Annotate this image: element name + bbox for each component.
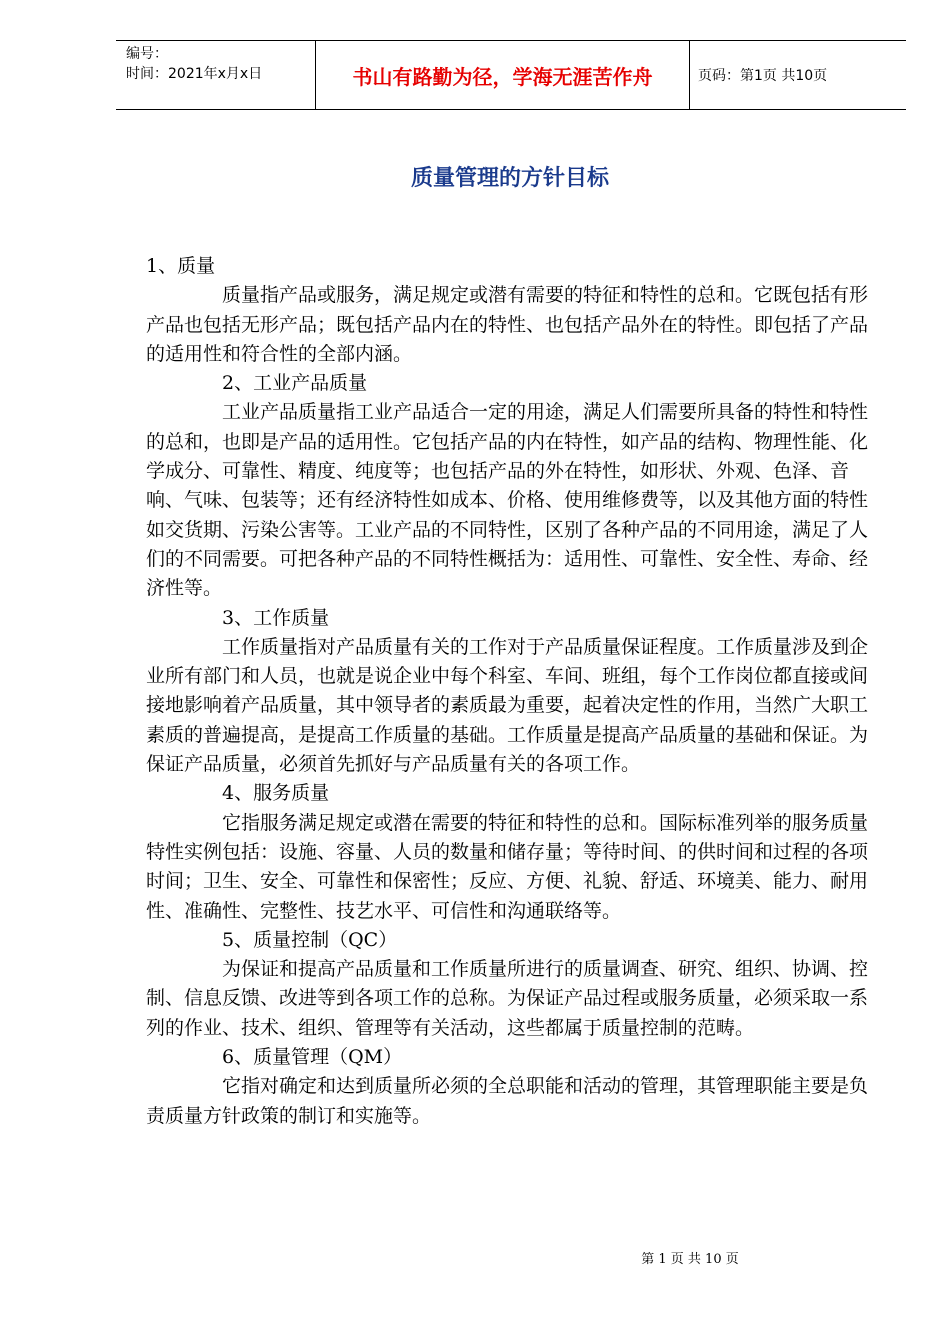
header-page-info: 页码：第1页 共10页 [698, 68, 828, 84]
time-label: 时间：2021年x月x日 [126, 66, 263, 82]
section-heading: 4、服务质量 [222, 782, 330, 805]
section-heading: 3、工作质量 [222, 606, 330, 629]
paragraph: 它指服务满足规定或潜在需要的特征和特性的总和。国际标准列举的服务质量特性实例包括：设施、容量、人员的数量和储存量；等待时间、的供时间和过程的各项时间；卫生、安全、可靠性和保密性；反应、方便、礼貌、舒适、环境美、能力、耐用性、准确性、完整性、技艺水平、可信性和沟通联络等。 [146, 811, 869, 922]
paragraph: 1、质量 [146, 255, 216, 277]
header-meta-cell [116, 41, 316, 109]
header-motto: 书山有路勤为径，学海无涯苦作舟 [316, 41, 690, 109]
paragraph: 工业产品质量指工业产品适合一定的用途，满足人们需要所具备的特性和特性的总和，也即是产品的适用性。它包括产品的内在特性，如产品的结构、物理性能、化学成分、可靠性、精度、纯度等；也包括产品的外在特性，如形状、外观、色泽、音响、气味、包装等；还有经济特性如成本、价格、使用维修费等，以及其他方面的特性如交货期、污染公害等。工业产品的不同特性，区别了各种产品的不同用途，满足了人们的不同需要。可把各种产品的不同特性概括为：适用性、可靠性、安全性、寿命、经济性等。 [146, 401, 869, 600]
number-label: 编号： [126, 46, 168, 62]
header-table [116, 40, 906, 110]
section-heading: 2、工业产品质量 [222, 372, 368, 395]
page-footer: 第 1 页 共 10 页 [641, 1252, 739, 1267]
paragraph: 质量指产品或服务，满足规定或潜有需要的特征和特性的总和。它既包括有形产品也包括无形产品；既包括产品内在的特性、也包括产品外在的特性。即包括了产品的适用性和符合性的全部内涵。 [146, 284, 869, 365]
section-heading: 6、质量管理（QM） [222, 1046, 403, 1069]
section-heading: 5、质量控制（QC） [222, 928, 398, 951]
paragraph: 工作质量指对产品质量有关的工作对于产品质量保证程度。工作质量涉及到企业所有部门和人员，也就是说企业中每个科室、车间、班组，每个工作岗位都直接或间接地影响着产品质量，其中领导者的素质最为重要，起着决定性的作用，当然广大职工素质的普遍提高，是提高工作质量的基础。工作质量是提高产品质量的基础和保证。为保证产品质量，必须首先抓好与产品质量有关的各项工作。 [146, 635, 869, 776]
paragraph: 为保证和提高产品质量和工作质量所进行的质量调查、研究、组织、协调、控制、信息反馈、改进等到各项工作的总称。为保证产品过程或服务质量，必须采取一系列的作业、技术、组织、管理等有关活动，这些都属于质量控制的范畴。 [146, 958, 869, 1039]
document-body [146, 252, 876, 1131]
document-title: 质量管理的方针目标 [410, 166, 609, 191]
paragraph: 它指对确定和达到质量所必须的全总职能和活动的管理，其管理职能主要是负责质量方针政策的制订和实施等。 [146, 1075, 869, 1127]
